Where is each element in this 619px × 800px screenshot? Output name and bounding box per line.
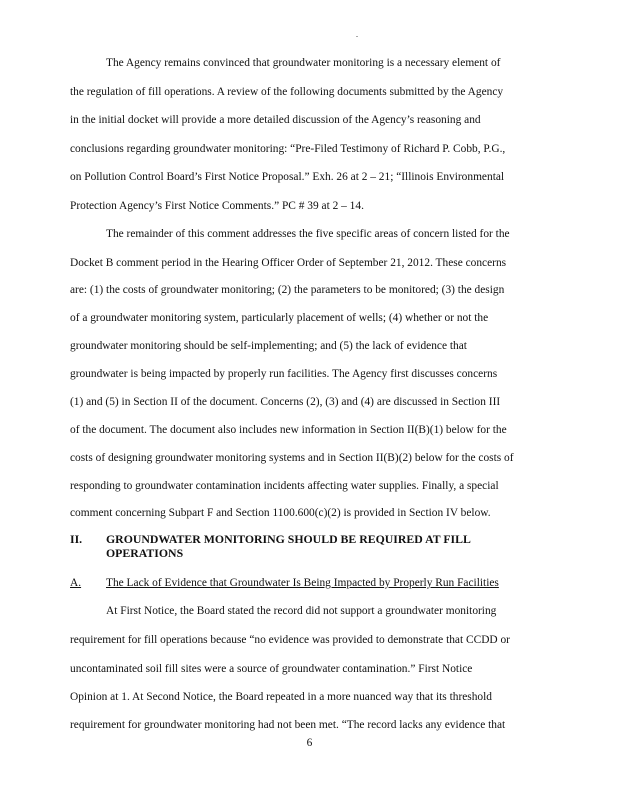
subsection-letter: A. [70, 577, 82, 589]
section-number: II. [70, 532, 83, 546]
text-line: of the document. The document also includes new information in Section II(B)(1) below for the [70, 424, 507, 436]
text-line: The Agency remains convinced that groundwater monitoring is a necessary element of [106, 57, 501, 69]
page-number: 6 [306, 737, 313, 749]
subsection-title: The Lack of Evidence that Groundwater Is Being Impacted by Properly Run Facilities [106, 577, 499, 589]
text-line: uncontaminated soil fill sites were a source of groundwater contamination.” First Notice [70, 663, 473, 675]
text-line: the regulation of fill operations. A review of the following documents submitted by the Agency [70, 86, 504, 98]
text-line: groundwater monitoring should be self-implementing; and (5) the lack of evidence that [70, 340, 467, 352]
text-line: requirement for groundwater monitoring had not been met. “The record lacks any evidence that [70, 719, 506, 731]
text-line: conclusions regarding groundwater monitoring: “Pre-Filed Testimony of Richard P. Cobb, P.G., [70, 143, 506, 155]
text-line: costs of designing groundwater monitoring systems and in Section II(B)(2) below for the costs of [70, 452, 514, 464]
text-line: Opinion at 1. At Second Notice, the Board repeated in a more nuanced way that its threshold [70, 691, 492, 703]
text-line: comment concerning Subpart F and Section 1100.600(c)(2) is provided in Section IV below. [70, 507, 491, 519]
scan-mark: . [356, 30, 358, 39]
text-line: requirement for fill operations because “no evidence was provided to demonstrate that CCDD or [70, 634, 510, 646]
section-title-line-1: GROUNDWATER MONITORING SHOULD BE REQUIRED AT FILL [106, 532, 471, 546]
text-line: on Pollution Control Board’s First Notice Proposal.” Exh. 26 at 2 – 21; “Illinois Environmental [70, 171, 505, 183]
text-line: responding to groundwater contamination incidents affecting water supplies. Finally, a special [70, 480, 499, 492]
text-line: The remainder of this comment addresses the five specific areas of concern listed for the [106, 228, 510, 240]
section-title-line-2: OPERATIONS [106, 546, 184, 560]
text-line: of a groundwater monitoring system, particularly placement of wells; (4) whether or not the [70, 312, 489, 324]
text-line: Protection Agency’s First Notice Comments.” PC # 39 at 2 – 14. [70, 200, 364, 212]
text-line: groundwater is being impacted by properly run facilities. The Agency first discusses concerns [70, 368, 498, 380]
text-line: Docket B comment period in the Hearing Officer Order of September 21, 2012. These concerns [70, 257, 507, 269]
text-line: are: (1) the costs of groundwater monitoring; (2) the parameters to be monitored; (3) the design [70, 284, 505, 296]
text-line: in the initial docket will provide a more detailed discussion of the Agency’s reasoning and [70, 114, 481, 126]
text-line: At First Notice, the Board stated the record did not support a groundwater monitoring [106, 605, 497, 617]
text-line: (1) and (5) in Section II of the document. Concerns (2), (3) and (4) are discussed in Section III [70, 396, 501, 408]
